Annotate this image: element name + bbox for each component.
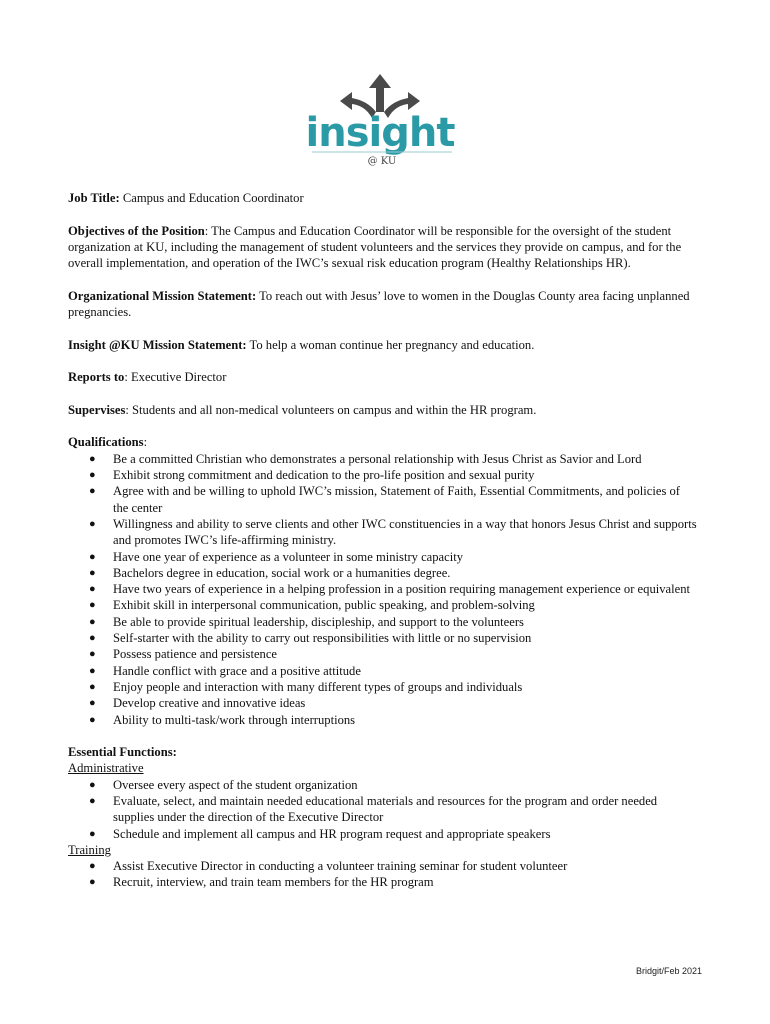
list-item: ● Agree with and be willing to uphold IWC’s mission, Statement of Faith, Essential Commitments, and policies of the center bbox=[113, 483, 698, 516]
list-item: ● Ability to multi-task/work through interruptions bbox=[113, 712, 698, 728]
list-item: ● Enjoy people and interaction with many different types of groups and individuals bbox=[113, 679, 698, 695]
list-item: ● Self-starter with the ability to carry out responsibilities with little or no supervision bbox=[113, 630, 698, 646]
org-mission-paragraph: Organizational Mission Statement: To reach out with Jesus’ love to women in the Douglas County area facing unplanned pregnancies. bbox=[68, 288, 690, 320]
list-item: ● Have one year of experience as a volunteer in some ministry capacity bbox=[113, 549, 698, 565]
logo-subtitle: @ KU bbox=[367, 156, 397, 167]
list-item: ● Willingness and ability to serve clients and other IWC constituencies in a way that honors Jesus Christ and supports and promotes IWC’s life-affirming ministry. bbox=[113, 516, 698, 549]
list-item: ● Exhibit strong commitment and dedication to the pro-life position and sexual purity bbox=[113, 467, 698, 483]
training-list bbox=[68, 858, 698, 891]
list-item: ● Oversee every aspect of the student organization bbox=[113, 777, 698, 793]
list-item: ● Recruit, interview, and train team members for the HR program bbox=[113, 874, 698, 890]
list-item: ● Be a committed Christian who demonstrates a personal relationship with Jesus Christ as Savior and Lord bbox=[113, 451, 698, 467]
list-item: ● Evaluate, select, and maintain needed educational materials and resources for the program and order needed supplies under the direction of the Executive Director bbox=[113, 793, 698, 826]
qualifications-heading: Qualifications: bbox=[68, 435, 148, 450]
list-item: ● Develop creative and innovative ideas bbox=[113, 695, 698, 711]
list-item: ● Be able to provide spiritual leadership, discipleship, and support to the volunteers bbox=[113, 614, 698, 630]
objectives-paragraph: Objectives of the Position: The Campus and Education Coordinator will be responsible for the oversight of the student organization at KU, including the management of student volunteers and the services they provide on campus, and for the overall implementation, and operation of the IWC’s sexual risk education program (Healthy Relationships HR). bbox=[68, 223, 682, 271]
list-item: ● Have two years of experience in a helping profession in a position requiring management experience or equivalent bbox=[113, 581, 698, 597]
list-item: ● Exhibit skill in interpersonal communication, public speaking, and problem-solving bbox=[113, 597, 698, 613]
list-item: ● Assist Executive Director in conducting a volunteer training seminar for student volunteer bbox=[113, 858, 698, 874]
footer-note: Bridgit/Feb 2021 bbox=[635, 966, 702, 976]
list-item: ● Schedule and implement all campus and HR program request and appropriate speakers bbox=[113, 826, 698, 842]
logo-wordmark: insight bbox=[305, 110, 455, 156]
job-title-line: Job Title: Campus and Education Coordinator bbox=[68, 191, 304, 205]
training-subheading: Training bbox=[68, 842, 111, 857]
insight-logo-graphic bbox=[300, 68, 465, 170]
administrative-list bbox=[68, 777, 698, 842]
reports-to-line: Reports to: Executive Director bbox=[68, 370, 227, 385]
administrative-subheading: Administrative bbox=[68, 761, 144, 776]
insight-mission-paragraph: Insight @KU Mission Statement: To help a woman continue her pregnancy and education. bbox=[68, 337, 535, 352]
list-item: ● Bachelors degree in education, social work or a humanities degree. bbox=[113, 565, 698, 581]
essential-functions-heading: Essential Functions: bbox=[68, 745, 177, 760]
job-description bbox=[68, 190, 698, 891]
supervises-line: Supervises: Students and all non-medical volunteers on campus and within the HR program. bbox=[68, 402, 537, 417]
qualifications-list bbox=[68, 451, 698, 728]
list-item: ● Possess patience and persistence bbox=[113, 646, 698, 662]
list-item: ● Handle conflict with grace and a positive attitude bbox=[113, 663, 698, 679]
insight-logo bbox=[300, 68, 465, 170]
